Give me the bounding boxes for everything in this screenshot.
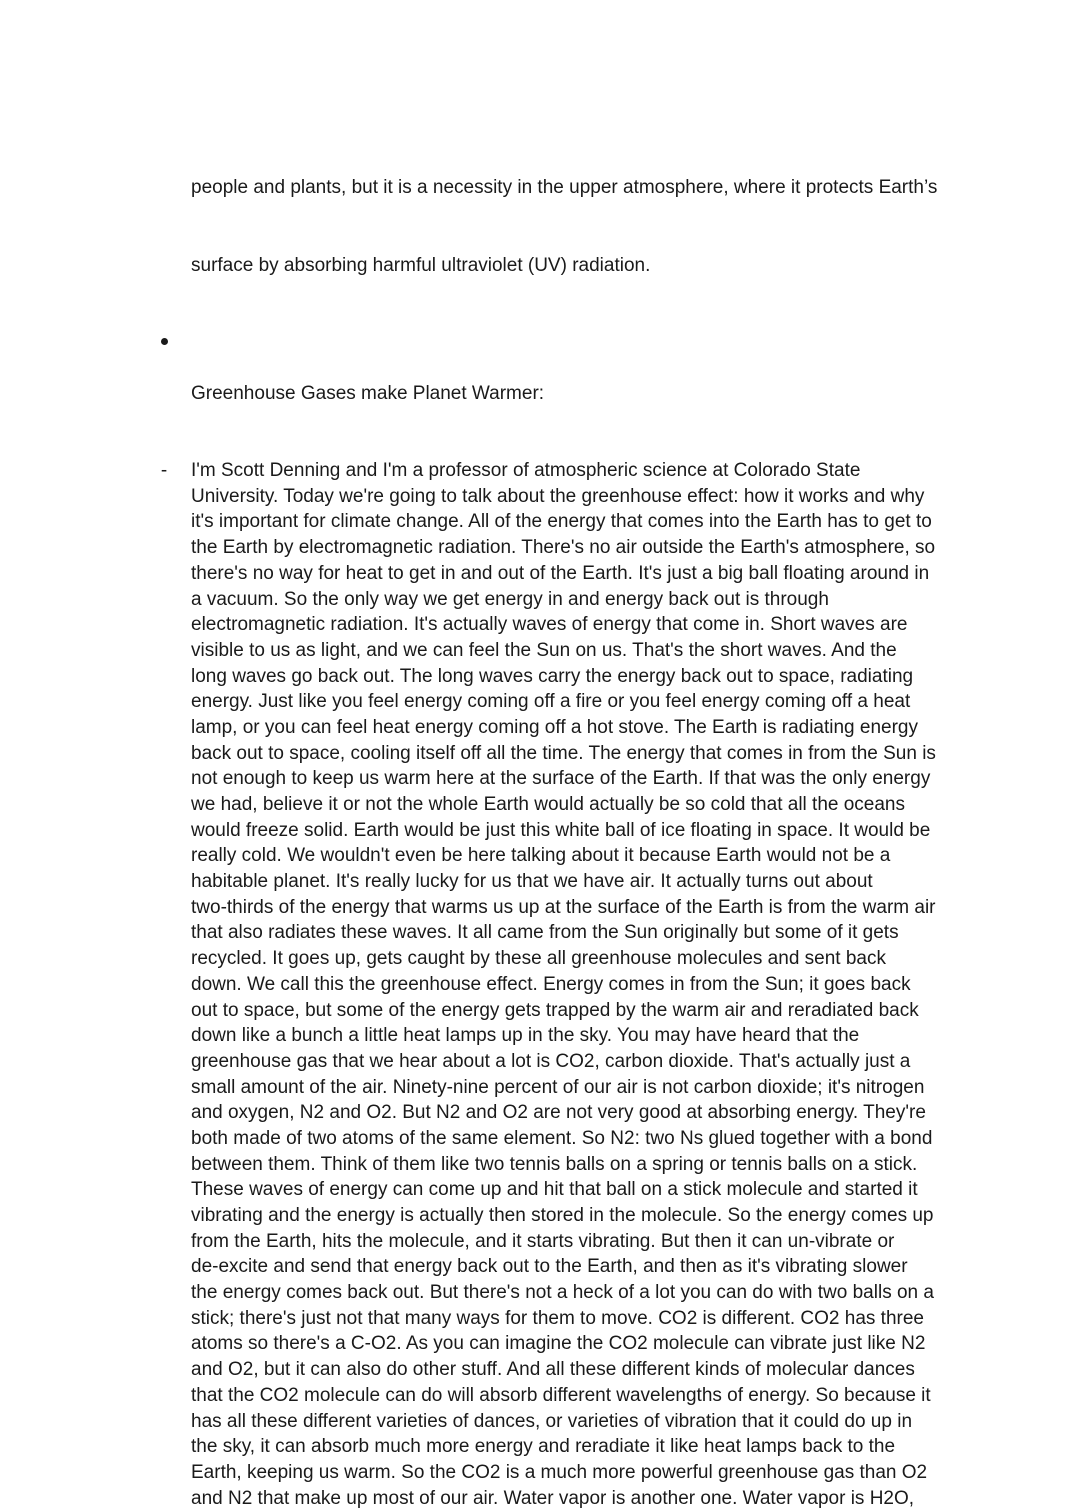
dash-marker: - [160,460,168,482]
transcript-line: that the CO2 molecule can do will absorb different wavelengths of energy. So because it [191,1384,931,1406]
transcript-line: Earth, keeping us warm. So the CO2 is a much more powerful greenhouse gas than O2 [191,1461,928,1483]
bullet-heading: Greenhouse Gases make Planet Warmer: [191,383,545,404]
transcript-line: two-thirds of the energy that warms us up at the surface of the Earth is from the warm air [191,896,936,918]
transcript-line: greenhouse gas that we hear about a lot is CO2, carbon dioxide. That's actually just a [191,1050,911,1072]
transcript-line: down. We call this the greenhouse effect. Energy comes in from the Sun; it goes back [191,973,911,995]
transcript-line: between them. Think of them like two tennis balls on a spring or tennis balls on a stick. [191,1153,918,1175]
transcript-line: really cold. We wouldn't even be here talking about it because Earth would not be a [191,845,891,867]
transcript-line: the Earth by electromagnetic radiation. There's no air outside the Earth's atmosphere, so [191,537,936,559]
transcript-line: University. Today we're going to talk about the greenhouse effect: how it works and why [191,485,925,507]
transcript-line: there's no way for heat to get in and out of the Earth. It's just a big ball floating around in [191,562,930,584]
transcript-line: and O2, but it can also do other stuff. And all these different kinds of molecular dances [191,1359,915,1381]
transcript-line: not enough to keep us warm here at the surface of the Earth. If that was the only energy [191,768,931,790]
transcript-line: back out to space, cooling itself off all the time. The energy that comes in from the Sun is [191,742,936,764]
transcript-line: stick; there's just not that many ways for them to move. CO2 is different. CO2 has three [191,1307,924,1329]
transcript-line: These waves of energy can come up and hit that ball on a stick molecule and started it [191,1179,918,1201]
transcript-line: electromagnetic radiation. It's actually waves of energy that come in. Short waves are [191,614,908,636]
transcript-line: down like a bunch a little heat lamps up in the sky. You may have heard that the [191,1025,860,1047]
transcript-line: vibrating and the energy is actually then stored in the molecule. So the energy comes up [191,1205,934,1227]
transcript-line: habitable planet. It's really lucky for us that we have air. It actually turns out about [191,871,873,893]
transcript-line: it's important for climate change. All of the energy that comes into the Earth has to get to [191,511,932,533]
transcript-line: the sky, it can absorb much more energy and reradiate it like heat lamps back to the [191,1436,896,1458]
bullet-marker [157,330,171,356]
transcript-line: lamp, or you can feel heat energy coming off a hot stove. The Earth is radiating energy [191,716,919,738]
transcript-line: has all these different varieties of dances, or varieties of vibration that it could do up in [191,1410,913,1432]
bullet-item [0,330,1080,459]
transcript-line: we had, believe it or not the whole Earth would actually be so cold that all the oceans [191,794,905,816]
transcript-line: from the Earth, hits the molecule, and it starts vibrating. But then it can un-vibrate or [191,1230,895,1252]
transcript-line: small amount of the air. Ninety-nine percent of our air is not carbon dioxide; it's nitrogen [191,1076,925,1098]
transcript-line: atoms so there's a C-O2. As you can imagine the CO2 molecule can vibrate just like N2 [191,1333,926,1355]
transcript-line: would freeze solid. Earth would be just this white ball of ice floating in space. It would be [191,819,931,841]
intro-line: surface by absorbing harmful ultraviolet (UV) radiation. [191,254,651,276]
transcript-line: the energy comes back out. But there's not a heck of a lot you can do with two balls on a [191,1282,934,1304]
transcript-line: both made of two atoms of the same element. So N2: two Ns glued together with a bond [191,1127,933,1149]
transcript-line: and N2 that make up most of our air. Water vapor is another one. Water vapor is H2O, [191,1487,915,1509]
document-body [0,124,1080,1511]
transcript-line: energy. Just like you feel energy coming off a fire or you feel energy coming off a heat [191,691,911,713]
intro-paragraph [191,124,956,330]
transcript-line: long waves go back out. The long waves carry the energy back out to space, radiating [191,665,914,687]
transcript-line: de-excite and send that energy back out to the Earth, and then as it's vibrating slower [191,1256,908,1278]
transcript-line: out to space, but some of the energy gets trapped by the warm air and reradiated back [191,999,919,1021]
transcript-line: and oxygen, N2 and O2. But N2 and O2 are not very good at absorbing energy. They're [191,1102,926,1124]
transcript-line: a vacuum. So the only way we get energy in and energy back out is through [191,588,829,610]
transcript-line: recycled. It goes up, gets caught by these all greenhouse molecules and sent back [191,948,886,970]
transcript-line: visible to us as light, and we can feel the Sun on us. That's the short waves. And the [191,639,897,661]
transcript-line: that also radiates these waves. It all came from the Sun originally but some of it gets [191,922,899,944]
bullet-dot-icon [161,338,168,345]
transcript-paragraph [191,458,956,1511]
transcript-line: I'm Scott Denning and I'm a professor of atmospheric science at Colorado State [191,460,861,482]
intro-line: people and plants, but it is a necessity in the upper atmosphere, where it protects Earth’s [191,177,938,199]
dash-item [0,458,1080,1511]
